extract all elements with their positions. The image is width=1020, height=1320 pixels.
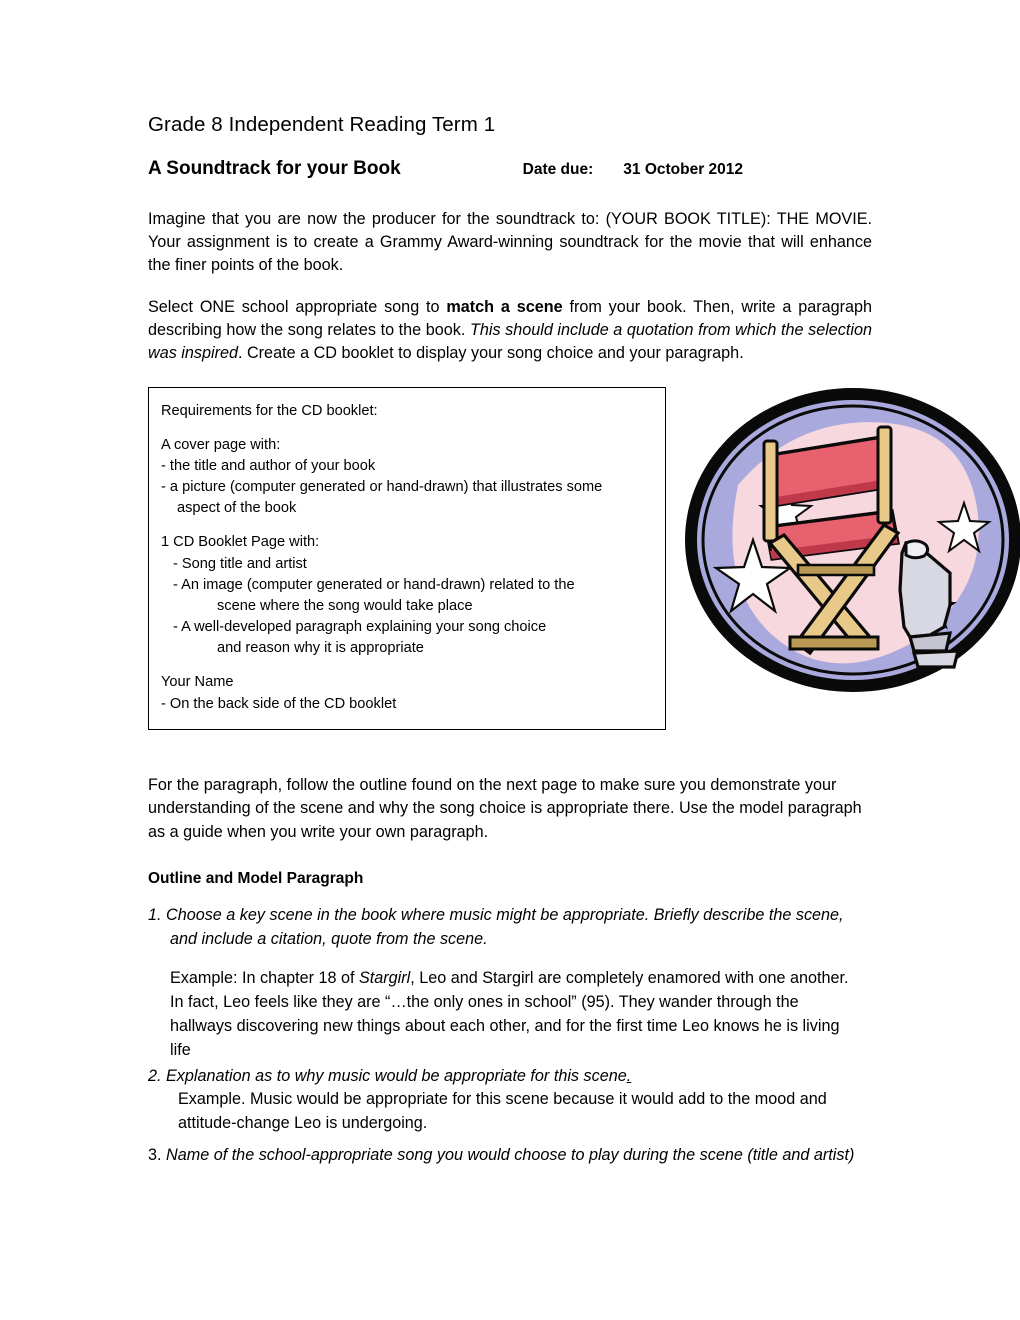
outline-item-3-number: 3. (148, 1146, 162, 1165)
requirements-section (148, 387, 872, 730)
outline-item-2-text: Explanation as to why music would be appropriate for this scene (161, 1066, 627, 1085)
booklet-item-paragraph: - A well-developed paragraph explaining your song choice (173, 619, 547, 636)
page-title: Grade 8 Independent Reading Term 1 (148, 113, 496, 136)
your-name-item: - On the back side of the CD booklet (161, 695, 397, 712)
cover-page-heading: A cover page with: (161, 436, 281, 453)
task-part-3: . Create a CD booklet to display your song choice and your paragraph. (237, 343, 744, 362)
task-bold-match-a-scene: match a scene (446, 297, 563, 316)
outline-item-1 (148, 904, 872, 951)
booklet-item-paragraph-cont: and reason why it is appropriate (217, 640, 424, 657)
booklet-item-song-title: - Song title and artist (173, 555, 307, 572)
booklet-item-image: - An image (computer generated or hand-drawn) related to the (173, 576, 575, 593)
outline-item-2 (148, 1065, 872, 1088)
due-date-value: 31 October 2012 (623, 160, 744, 178)
outline-item-2-period: . (626, 1066, 632, 1085)
due-date-label: Date due: (522, 160, 594, 178)
outline-example-2: Example. Music would be appropriate for this scene because it would add to the mood and attitude-change Leo is undergoing. (178, 1090, 827, 1133)
outline-heading: Outline and Model Paragraph (148, 870, 364, 888)
outline-item-3 (148, 1140, 872, 1171)
task-paragraph (148, 296, 872, 365)
spacer-3 (161, 659, 653, 672)
task-italic-quotation: This should include a quotation from which the selection was inspired (148, 320, 872, 362)
outline-example-1 (170, 967, 860, 1063)
task-part-2: from your book. Then, write a paragraph describing how the song relates to the book. (148, 297, 872, 339)
after-box-paragraph: For the paragraph, follow the outline found on the next page to make sure you demonstrate your understanding of the scene and why the song choice is appropriate there. Use the model paragraph as a guide when you write your own paragraph. (148, 775, 862, 841)
cover-item-picture: - a picture (computer generated or hand-drawn) that illustrates some (161, 479, 603, 496)
assignment-title: A Soundtrack for your Book (148, 157, 401, 179)
spacer (161, 422, 653, 435)
intro-paragraph: Imagine that you are now the producer for the soundtrack to: (YOUR BOOK TITLE): THE MOVIE. Your assignment is to create a Grammy Award-winning soundtrack for the movie that will enhance the finer points of the book. (148, 209, 872, 274)
assignment-header (148, 158, 872, 180)
spacer-2 (161, 519, 653, 532)
outline-item-3-text: Name of the school-appropriate song you would choose to play during the scene (title and artist) (161, 1146, 855, 1165)
requirements-box (148, 387, 666, 730)
task-part-1: Select ONE school appropriate song to (148, 297, 447, 316)
example-1-pre: Example: In chapter 18 of (170, 969, 359, 988)
your-name-heading: Your Name (161, 674, 234, 691)
cover-item-picture-cont: aspect of the book (177, 500, 297, 517)
booklet-item-image-cont: scene where the song would take place (217, 597, 473, 614)
booklet-page-heading: 1 CD Booklet Page with: (161, 534, 320, 551)
director-chair-megaphone-illustration (678, 375, 1020, 705)
requirements-heading: Requirements for the CD booklet: (161, 402, 378, 419)
document-body (148, 112, 872, 1187)
outline-item-1-text: Choose a key scene in the book where music might be appropriate. Briefly describe the scene, and include a citation, quote from the scene. (161, 906, 844, 948)
example-1-post: , Leo and Stargirl are completely enamored with one another. In fact, Leo feels like they are “…the only ones in school” (95). They wander through the hallways discovering new things about each other, and for the first time Leo knows he is living life (170, 969, 849, 1059)
cover-item-title-author: - the title and author of your book (161, 457, 376, 474)
example-1-book-title: Stargirl (358, 969, 411, 988)
outline-item-1-number: 1. (148, 906, 162, 925)
outline-item-2-number: 2. (148, 1066, 162, 1085)
